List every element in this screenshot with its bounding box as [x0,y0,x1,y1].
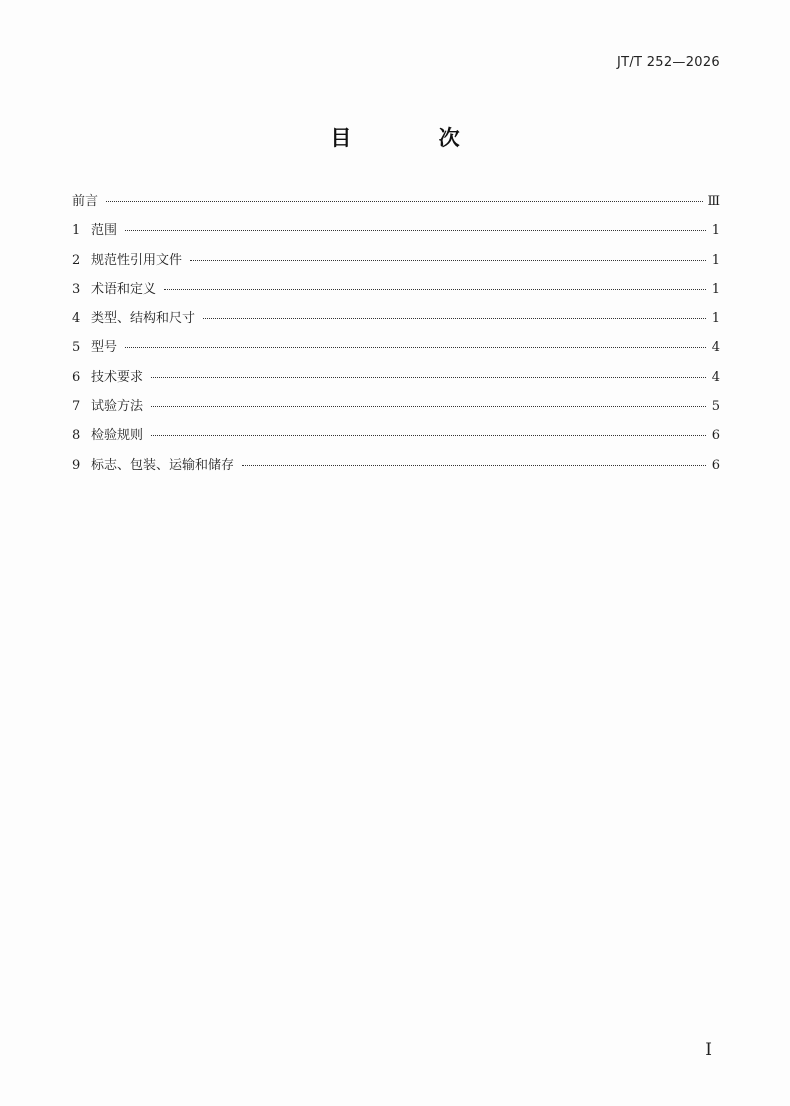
toc-leader-dots [203,318,706,319]
table-of-contents [72,190,720,483]
toc-leader-dots [151,406,706,407]
toc-item-page: 6 [711,428,720,444]
toc-item-2[interactable] [72,249,720,278]
toc-item-number: 5 [72,340,81,356]
toc-leader-dots [242,465,706,466]
toc-item-page: 4 [711,340,720,356]
toc-item-9[interactable] [72,454,720,483]
toc-item-label: 技术要求 [91,369,144,385]
toc-leader-dots [164,289,706,290]
toc-item-page: 5 [711,399,720,415]
page-number: Ⅰ [705,1040,712,1060]
toc-item-4[interactable] [72,307,720,336]
toc-item-label: 试验方法 [91,399,144,415]
toc-leader-dots [125,230,706,231]
toc-item-page: 1 [711,311,720,327]
toc-item-page: 1 [711,223,720,239]
toc-item-label: 范围 [91,223,118,239]
toc-item-number: 2 [72,252,81,268]
toc-item-page: 6 [711,457,720,473]
toc-item-number: 7 [72,399,81,415]
toc-item-label: 前言 [72,194,99,209]
toc-item-label: 检验规则 [91,428,144,444]
toc-item-label: 类型、结构和尺寸 [91,311,196,327]
toc-item-label: 规范性引用文件 [91,252,183,268]
toc-item-label: 型号 [91,340,118,356]
toc-item-1[interactable] [72,219,720,248]
toc-item-label: 标志、包装、运输和储存 [91,457,235,473]
standard-code: JT/T 252—2026 [616,55,720,70]
toc-item-3[interactable] [72,278,720,307]
toc-item-page: 1 [711,252,720,268]
toc-item-number: 1 [72,223,81,239]
toc-item-5[interactable] [72,336,720,365]
toc-leader-dots [190,260,706,261]
toc-item-page: 4 [711,369,720,385]
toc-leader-dots [125,347,706,348]
toc-item-7[interactable] [72,395,720,424]
toc-item-label: 术语和定义 [91,281,157,297]
toc-item-6[interactable] [72,366,720,395]
toc-leader-dots [151,377,706,378]
toc-item-number: 9 [72,457,81,473]
toc-item-page: 1 [711,281,720,297]
toc-item-number: 6 [72,369,81,385]
toc-item-number: 3 [72,281,81,297]
toc-item-number: 4 [72,311,81,327]
toc-leader-dots [151,435,706,436]
toc-item-page: Ⅲ [707,194,720,209]
toc-item-preface[interactable] [72,190,720,219]
page-title: 目 次 [330,126,500,150]
toc-item-8[interactable] [72,424,720,453]
toc-item-number: 8 [72,428,81,444]
toc-leader-dots [106,201,703,202]
